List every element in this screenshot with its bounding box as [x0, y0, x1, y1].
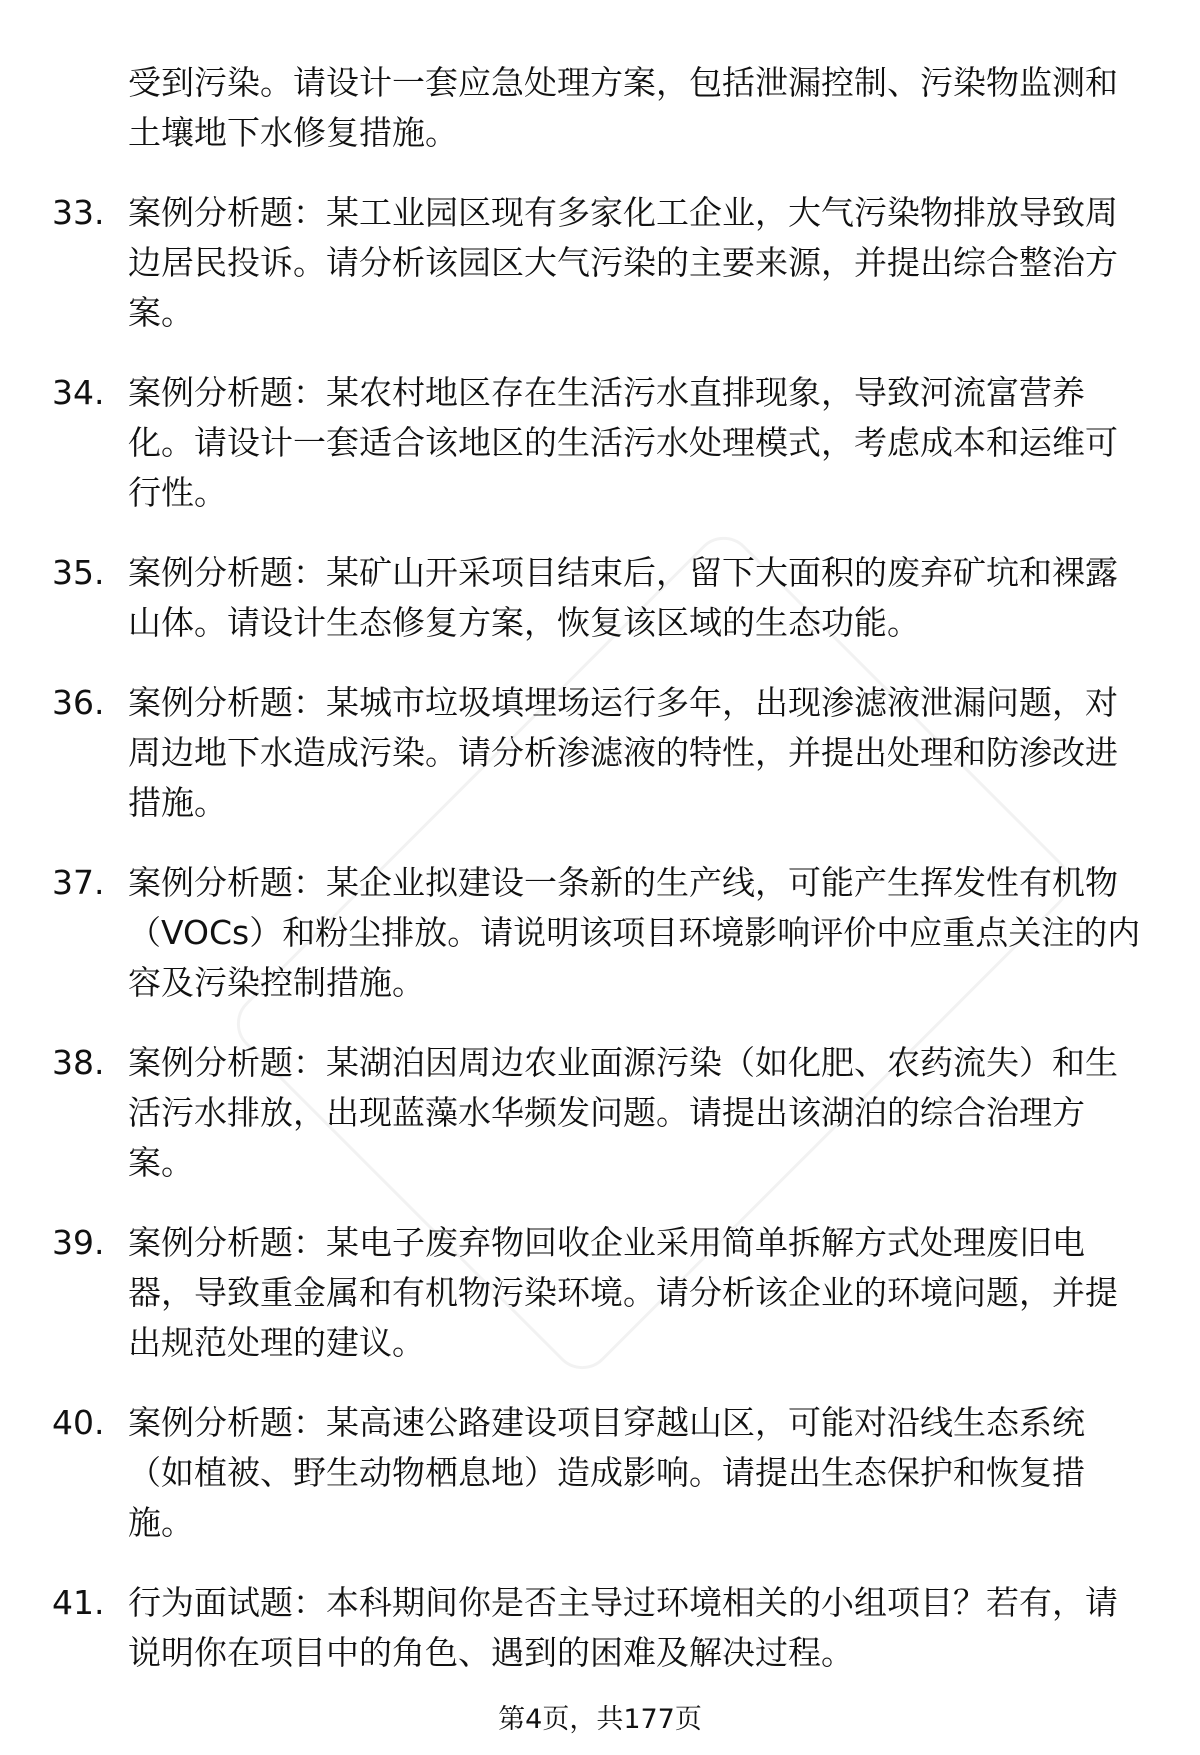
question-number: 38.	[52, 1043, 105, 1082]
question-text: 案例分析题：某高速公路建设项目穿越山区，可能对沿线生态系统（如植被、野生动物栖息地）造成影响。请提出生态保护和恢复措施。	[128, 1403, 1085, 1542]
question-item	[0, 548, 1200, 648]
question-text: 案例分析题：某工业园区现有多家化工企业，大气污染物排放导致周边居民投诉。请分析该园区大气污染的主要来源，并提出综合整治方案。	[128, 193, 1118, 332]
question-text: 案例分析题：某电子废弃物回收企业采用简单拆解方式处理废旧电器，导致重金属和有机物污染环境。请分析该企业的环境问题，并提出规范处理的建议。	[128, 1223, 1118, 1362]
question-number: 40.	[52, 1403, 105, 1442]
question-item	[0, 1218, 1200, 1368]
question-text: 行为面试题：本科期间你是否主导过环境相关的小组项目？若有，请说明你在项目中的角色、遇到的困难及解决过程。	[128, 1583, 1118, 1672]
question-text: 案例分析题：某湖泊因周边农业面源污染（如化肥、农药流失）和生活污水排放，出现蓝藻水华频发问题。请提出该湖泊的综合治理方案。	[128, 1043, 1118, 1182]
question-number: 34.	[52, 373, 105, 412]
question-item	[0, 1038, 1200, 1188]
question-item	[0, 188, 1200, 338]
question-text: 案例分析题：某矿山开采项目结束后，留下大面积的废弃矿坑和裸露山体。请设计生态修复方案，恢复该区域的生态功能。	[128, 553, 1118, 642]
question-number: 35.	[52, 553, 105, 592]
question-item	[0, 1578, 1200, 1678]
question-item	[0, 678, 1200, 828]
question-item	[0, 858, 1200, 1008]
question-item	[0, 368, 1200, 518]
question-list	[0, 188, 1200, 1708]
question-text: 案例分析题：某城市垃圾填埋场运行多年，出现渗滤液泄漏问题，对周边地下水造成污染。请分析渗滤液的特性，并提出处理和防渗改进措施。	[128, 683, 1118, 822]
question-number: 37.	[52, 863, 105, 902]
question-text: 案例分析题：某企业拟建设一条新的生产线，可能产生挥发性有机物（VOCs）和粉尘排放。请说明该项目环境影响评价中应重点关注的内容及污染控制措施。	[128, 863, 1141, 1002]
question-number: 33.	[52, 193, 105, 232]
question-number: 39.	[52, 1223, 105, 1262]
page-footer: 第4页，共177页	[498, 1704, 702, 1735]
question-number: 41.	[52, 1583, 105, 1622]
continued-question-text: 受到污染。请设计一套应急处理方案，包括泄漏控制、污染物监测和土壤地下水修复措施。	[128, 63, 1118, 152]
question-text: 案例分析题：某农村地区存在生活污水直排现象，导致河流富营养化。请设计一套适合该地区的生活污水处理模式，考虑成本和运维可行性。	[128, 373, 1118, 512]
question-item	[0, 1398, 1200, 1548]
question-number: 36.	[52, 683, 105, 722]
